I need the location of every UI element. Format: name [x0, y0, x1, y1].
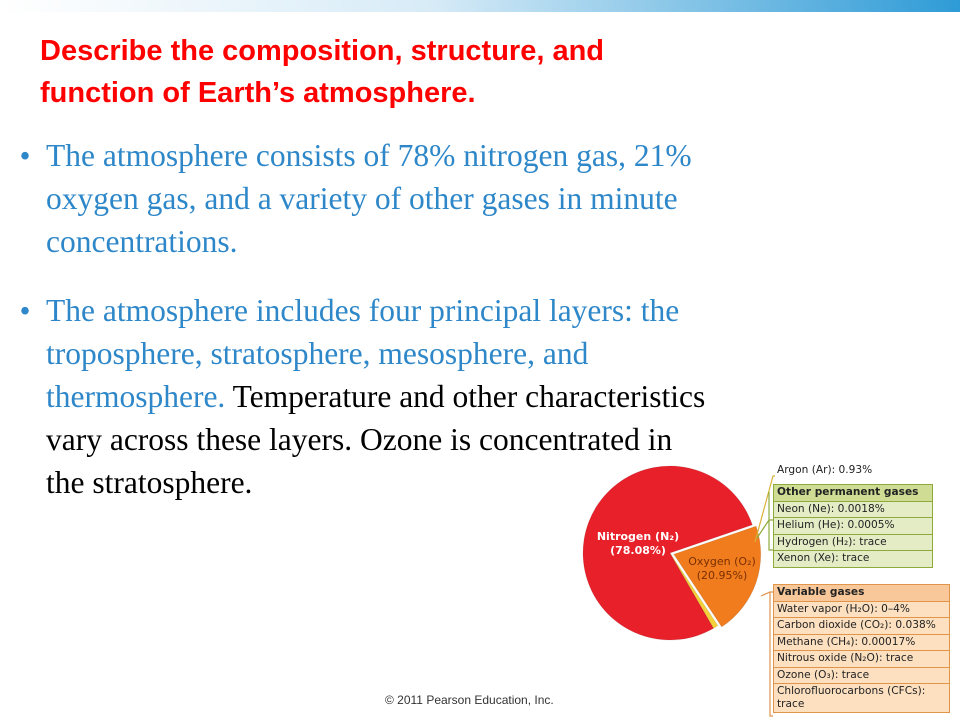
- leader-line: [757, 520, 773, 538]
- argon-label: Argon (Ar): 0.93%: [777, 464, 873, 476]
- permanent-gas-row: Helium (He): 0.0005%: [774, 517, 932, 534]
- bullet-line: oxygen gas, and a variety of other gases in minute: [46, 181, 678, 216]
- nitrogen-value: (78.08%): [610, 544, 666, 557]
- variable-gases-box: [773, 584, 950, 713]
- bullet-line: concentrations.: [46, 224, 238, 259]
- bullet-line: vary across these layers.: [46, 422, 353, 457]
- leader-line: [755, 476, 775, 542]
- title-line-2: function of Earth’s atmosphere.: [40, 77, 476, 109]
- variable-gas-row: Nitrous oxide (N₂O): trace: [774, 650, 949, 667]
- bullet-line: Ozone is concentrated in: [360, 422, 673, 457]
- variable-gas-row: Carbon dioxide (CO₂): 0.038%: [774, 617, 949, 634]
- bullet-line: the stratosphere.: [46, 465, 253, 500]
- permanent-gas-row: Neon (Ne): 0.0018%: [774, 501, 932, 518]
- nitrogen-slice-label: [593, 530, 683, 558]
- oxygen-slice-label: [683, 555, 761, 583]
- permanent-gas-row: Xenon (Xe): trace: [774, 550, 932, 567]
- bullet-line: The atmosphere includes four principal layers: the: [46, 293, 680, 328]
- bullet-line: troposphere, stratosphere, mesosphere, and: [46, 336, 589, 371]
- atmosphere-composition-figure: [585, 458, 960, 720]
- bullet-dot: •: [19, 138, 31, 173]
- top-gradient-bar: [0, 0, 960, 12]
- permanent-gases-box: [773, 484, 933, 568]
- permanent-gas-row: Hydrogen (H₂): trace: [774, 534, 932, 551]
- bullet-line: Temperature and other characteristics: [232, 379, 706, 414]
- copyright-credit: © 2011 Pearson Education, Inc.: [385, 693, 554, 707]
- bullet-text: [46, 134, 846, 263]
- title-line-1: Describe the composition, structure, and: [40, 35, 604, 67]
- permanent-gases-header: Other permanent gases: [774, 485, 932, 501]
- slide-title: [40, 30, 900, 114]
- variable-gas-row: Ozone (O₃): trace: [774, 667, 949, 684]
- bullet-line: The atmosphere consists of 78% nitrogen gas, 21%: [46, 138, 692, 173]
- nitrogen-label: Nitrogen (N₂): [596, 530, 680, 543]
- variable-gas-row: Methane (CH₄): 0.00017%: [774, 634, 949, 651]
- oxygen-value: (20.95%): [696, 569, 748, 582]
- variable-gas-row-cfc: Chlorofluorocarbons (CFCs): trace: [774, 683, 949, 712]
- variable-gas-row: Water vapor (H₂O): 0–4%: [774, 601, 949, 618]
- variable-gases-header: Variable gases: [774, 585, 949, 601]
- bullet-dot: •: [19, 293, 31, 328]
- oxygen-label: Oxygen (O₂): [688, 555, 756, 568]
- bullet-line: thermosphere.: [46, 379, 226, 414]
- leader-line: [761, 592, 773, 596]
